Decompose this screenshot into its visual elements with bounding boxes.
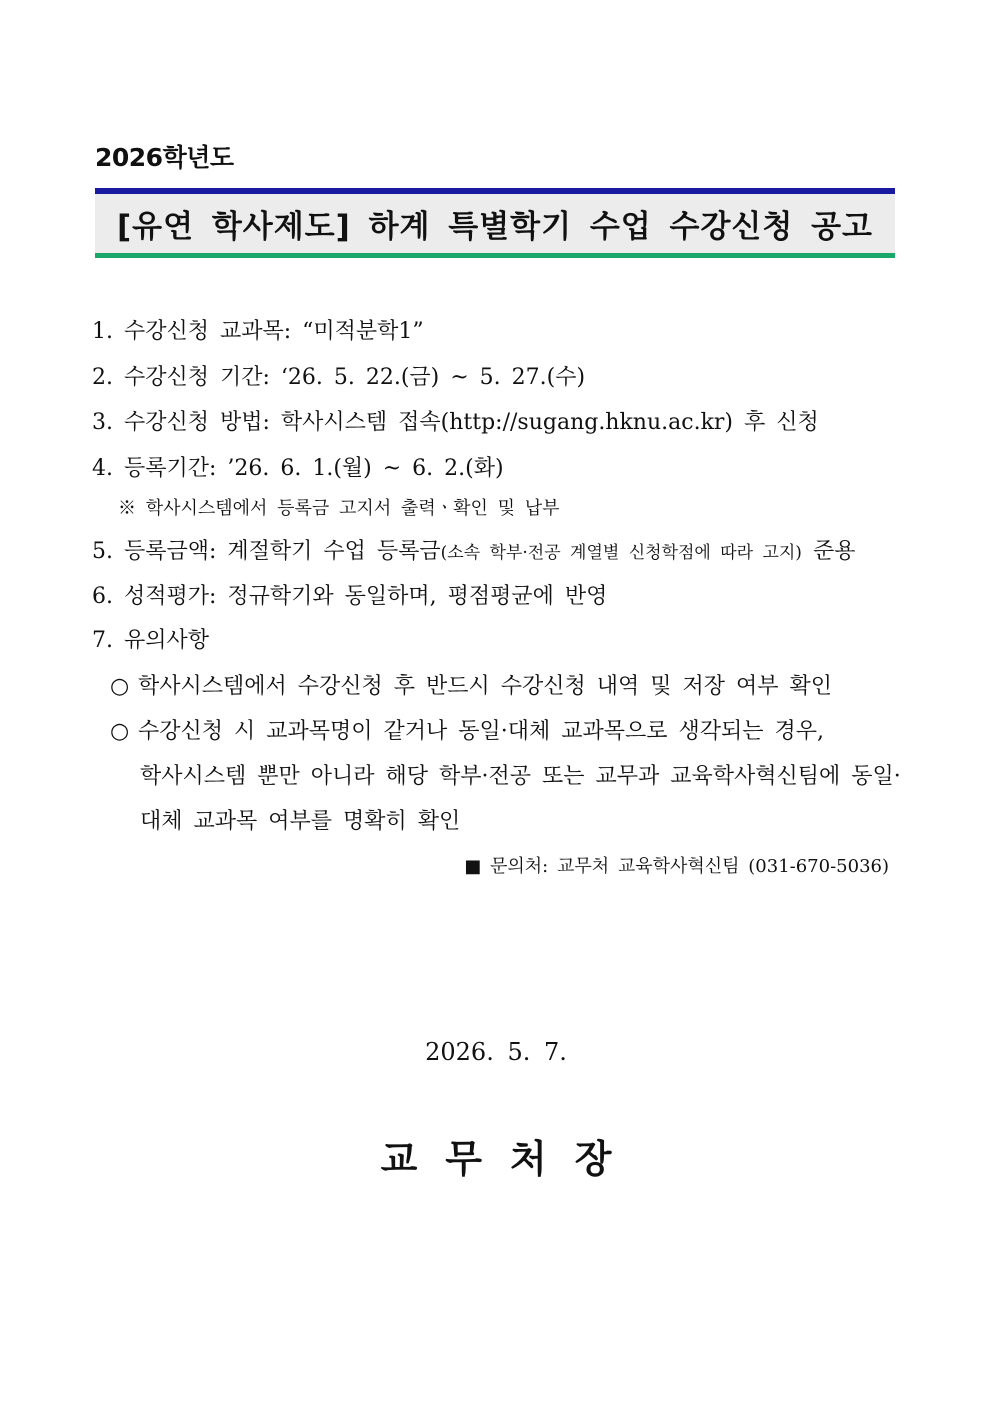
tuition-main: 5. 등록금액: 계절학기 수업 등록금	[92, 539, 441, 564]
bullet-circle-icon: ○	[110, 719, 130, 744]
tuition-end: 준용	[801, 539, 856, 564]
note-bullet-1	[110, 676, 832, 698]
item-tuition	[92, 541, 855, 563]
item-registration: 4. 등록기간: ’26. 6. 1.(월) ~ 6. 2.(화)	[92, 456, 504, 481]
note-bullet-2-line-2: 학사시스템 뿐만 아니라 해당 학부·전공 또는 교무과 교육학사혁신팀에 동일·	[140, 764, 901, 789]
year-heading: 2026학년도	[95, 143, 234, 172]
item-period: 2. 수강신청 기간: ‘26. 5. 22.(금) ~ 5. 27.(수)	[92, 365, 586, 390]
signature-office: 교무처장	[380, 1136, 640, 1181]
note-bullet-2	[110, 721, 824, 743]
bullet-circle-icon: ○	[110, 674, 130, 699]
note-bullet-1-text: 학사시스템에서 수강신청 후 반드시 수강신청 내역 및 저장 여부 확인	[138, 674, 832, 699]
title-banner	[95, 188, 895, 258]
item-course: 1. 수강신청 교과목: “미적분학1”	[92, 319, 424, 344]
note-bullet-2-line-1: 수강신청 시 교과목명이 같거나 동일·대체 교과목으로 생각되는 경우,	[138, 719, 824, 744]
registration-note: ※ 학사시스템에서 등록금 고지서 출력ㆍ확인 및 납부	[118, 498, 560, 519]
note-bullet-2-line-3: 대체 교과목 여부를 명확히 확인	[140, 809, 461, 834]
notice-title: [유연 학사제도] 하계 특별학기 수업 수강신청 공고	[116, 209, 873, 245]
notice-date: 2026. 5. 7.	[425, 1038, 567, 1066]
tuition-paren: (소속 학부·전공 계열별 신청학점에 따라 고지)	[440, 543, 802, 563]
item-notes-heading: 7. 유의사항	[92, 628, 209, 653]
item-method: 3. 수강신청 방법: 학사시스템 접속(http://sugang.hknu.ac.kr) 후 신청	[92, 410, 819, 435]
contact-info: ■ 문의처: 교무처 교육학사혁신팀 (031-670-5036)	[464, 856, 889, 877]
item-grading: 6. 성적평가: 정규학기와 동일하며, 평점평균에 반영	[92, 584, 608, 609]
